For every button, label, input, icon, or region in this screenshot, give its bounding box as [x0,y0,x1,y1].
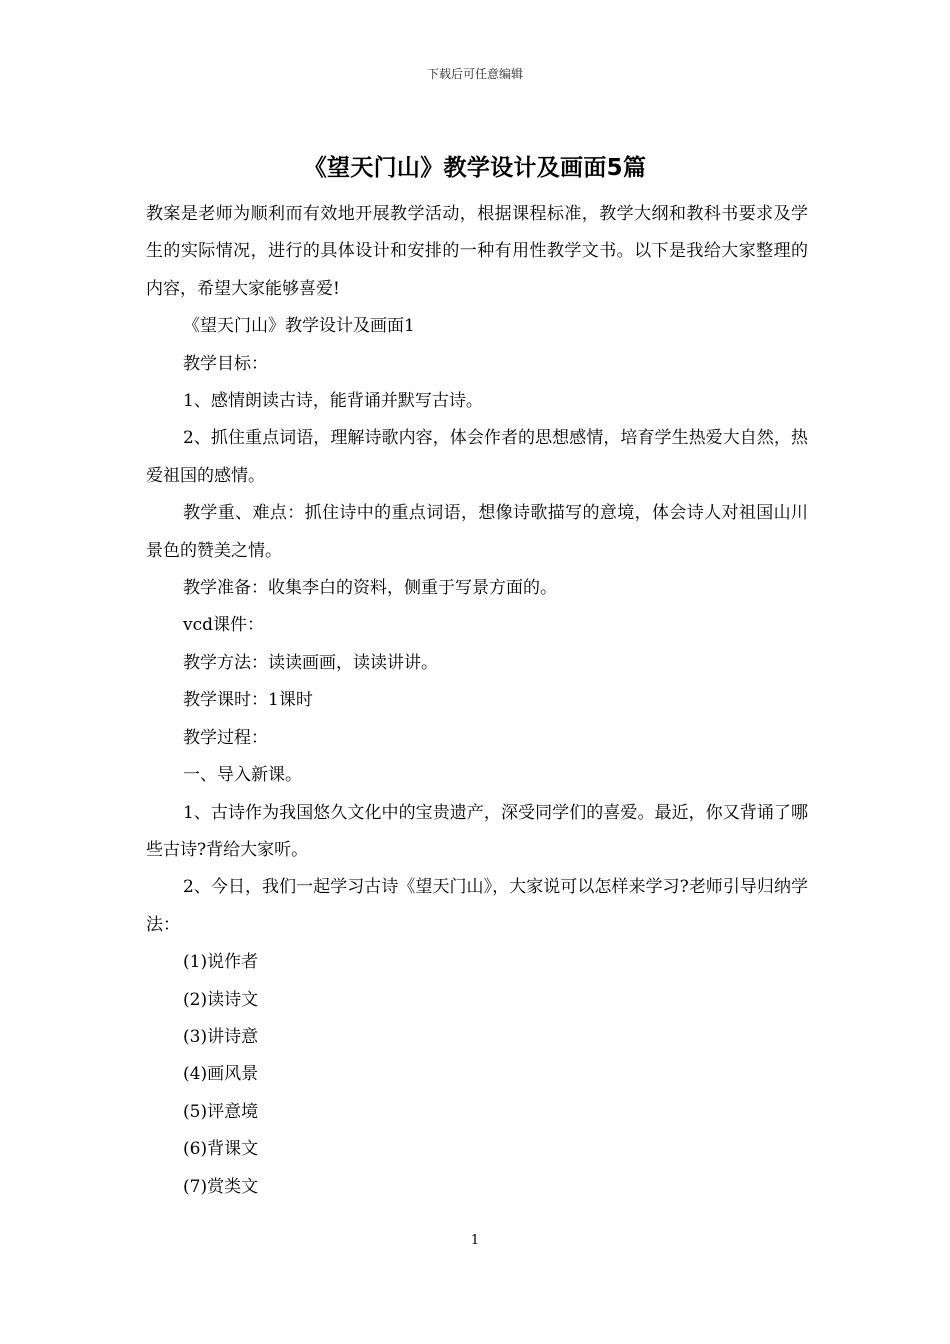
key-difficulty-paragraph: 教学重、难点：抓住诗中的重点词语，想像诗歌描写的意境，体会诗人对祖国山川景色的赞美之情。 [146,503,808,561]
process-label: 教学过程： [183,727,268,748]
method-list-item: (4)画风景 [183,1064,259,1085]
intro-paragraph: 教案是老师为顺利而有效地开展教学活动，根据课程标准，教学大纲和教科书要求及学生的实际情况，进行的具体设计和安排的一种有用性教学文书。以下是我给大家整理的内容，希望大家能够喜爱! [146,204,808,299]
document-body [146,196,808,1206]
step-item-1: 1、古诗作为我国悠久文化中的宝贵遗产，深受同学们的喜爱。最近，你又背诵了哪些古诗?背给大家听。 [146,802,808,860]
document-title: 《望天门山》教学设计及画面5篇 [303,155,647,181]
section-heading: 《望天门山》教学设计及画面1 [183,316,415,337]
class-hours-line: 教学课时：1课时 [183,690,313,711]
page-header: 下载后可任意编辑 [426,67,523,81]
method-line: 教学方法：读读画画，读读讲讲。 [183,652,438,673]
preparation-paragraph: 教学准备：收集李白的资料，侧重于写景方面的。 [183,578,557,599]
method-list-item: (5)评意境 [183,1101,259,1122]
teaching-goals-label: 教学目标： [183,353,268,374]
method-list-item: (7)赏类文 [183,1176,259,1197]
step-heading-1: 一、导入新课。 [183,765,302,786]
goal-item-1: 1、感情朗读古诗，能背诵并默写古诗。 [183,391,483,412]
method-list-item: (6)背课文 [183,1139,259,1160]
page-number: 1 [470,1233,480,1248]
courseware-line: vcd课件： [183,615,265,636]
method-list-item: (2)读诗文 [183,989,259,1010]
step-item-2: 2、今日，我们一起学习古诗《望天门山》，大家说可以怎样来学习?老师引导归纳学法： [146,877,808,935]
method-list-item: (3)讲诗意 [183,1026,259,1047]
goal-item-2: 2、抓住重点词语，理解诗歌内容，体会作者的思想感情，培育学生热爱大自然，热爱祖国的感情。 [146,428,808,486]
method-list-item: (1)说作者 [183,952,259,973]
